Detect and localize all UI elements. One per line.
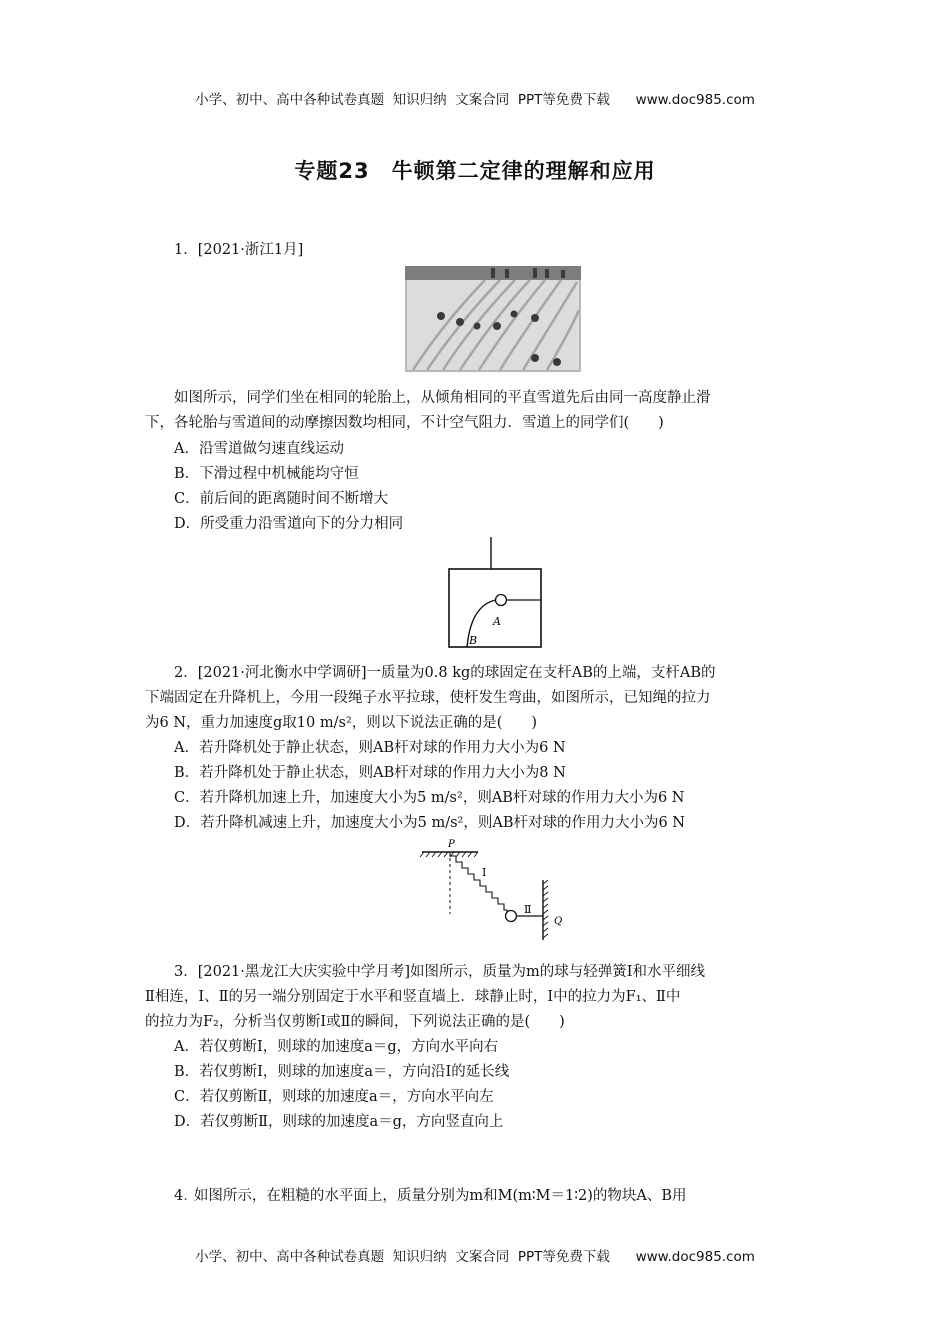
q1-option-c: C．前后间的距离随时间不断增大 [174,491,389,507]
elevator-rod-figure [445,537,545,649]
footer-banner: 小学、初中、高中各种试卷真题 知识归纳 文案合同 PPT等免费下载 www.doc985.com [195,1249,755,1265]
q3-stem-line-2: Ⅱ相连，Ⅰ、Ⅱ的另一端分别固定于水平和竖直墙上．球静止时，Ⅰ中的拉力为F₁、Ⅱ中 [145,989,681,1005]
q3-stem-line-1: 3．[2021·黑龙江大庆实验中学月考]如图所示，质量为m的球与轻弹簧Ⅰ和水平细线 [174,964,706,980]
q2-stem-line-3: 为6 N，重力加速度g取10 m/s²，则以下说法正确的是( ) [145,715,538,731]
spring-string-figure [418,836,578,942]
page-title: 专题23 牛顿第二定律的理解和应用 [294,159,656,183]
label-q: Q [554,916,563,927]
q1-label: 1．[2021·浙江1月] [174,242,304,258]
q2-option-c: C．若升降机加速上升，加速度大小为5 m/s²，则AB杆对球的作用力大小为6 N [174,790,685,806]
q4-stem-line-1: 4. 如图所示，在粗糙的水平面上，质量分别为m和M(m∶M＝1∶2)的物块A、B用 [174,1188,687,1204]
q3-option-c: C．若仅剪断Ⅱ，则球的加速度a＝，方向水平向左 [174,1089,494,1105]
q1-stem-line-1: 如图所示，同学们坐在相同的轮胎上，从倾角相同的平直雪道先后由同一高度静止滑 [174,390,711,406]
q1-stem-line-2: 下，各轮胎与雪道间的动摩擦因数均相同，不计空气阻力．雪道上的同学们( ) [145,415,664,431]
q1-option-a: A．沿雪道做匀速直线运动 [174,441,344,457]
q2-option-a: A．若升降机处于静止状态，则AB杆对球的作用力大小为6 N [174,740,566,756]
header-banner: 小学、初中、高中各种试卷真题 知识归纳 文案合同 PPT等免费下载 www.doc985.com [195,92,755,108]
label-p: P [448,839,455,850]
q2-option-d: D．若升降机减速上升，加速度大小为5 m/s²，则AB杆对球的作用力大小为6 N [174,815,685,831]
q2-stem-line-2: 下端固定在升降机上，今用一段绳子水平拉球，使杆发生弯曲，如图所示，已知绳的拉力 [145,690,711,706]
q2-stem-line-1: 2．[2021·河北衡水中学调研]一质量为0.8 kg的球固定在支杆AB的上端，支杆AB的 [174,665,716,681]
q1-option-d: D．所受重力沿雪道向下的分力相同 [174,516,404,532]
q3-option-b: B．若仅剪断Ⅰ，则球的加速度a＝，方向沿Ⅰ的延长线 [174,1064,510,1080]
q2-option-b: B．若升降机处于静止状态，则AB杆对球的作用力大小为8 N [174,765,566,781]
ski-slope-photo [405,266,581,372]
q3-option-a: A．若仅剪断Ⅰ，则球的加速度a＝g，方向水平向右 [174,1039,499,1055]
label-a: A [493,615,501,628]
q3-stem-line-3: 的拉力为F₂，分析当仅剪断Ⅰ或Ⅱ的瞬间，下列说法正确的是( ) [145,1014,565,1030]
q1-option-b: B．下滑过程中机械能均守恒 [174,466,359,482]
label-spring: Ⅰ [482,866,487,879]
label-b: B [469,634,478,647]
q3-option-d: D．若仅剪断Ⅱ，则球的加速度a＝g，方向竖直向上 [174,1114,504,1130]
label-string: Ⅱ [524,903,532,916]
